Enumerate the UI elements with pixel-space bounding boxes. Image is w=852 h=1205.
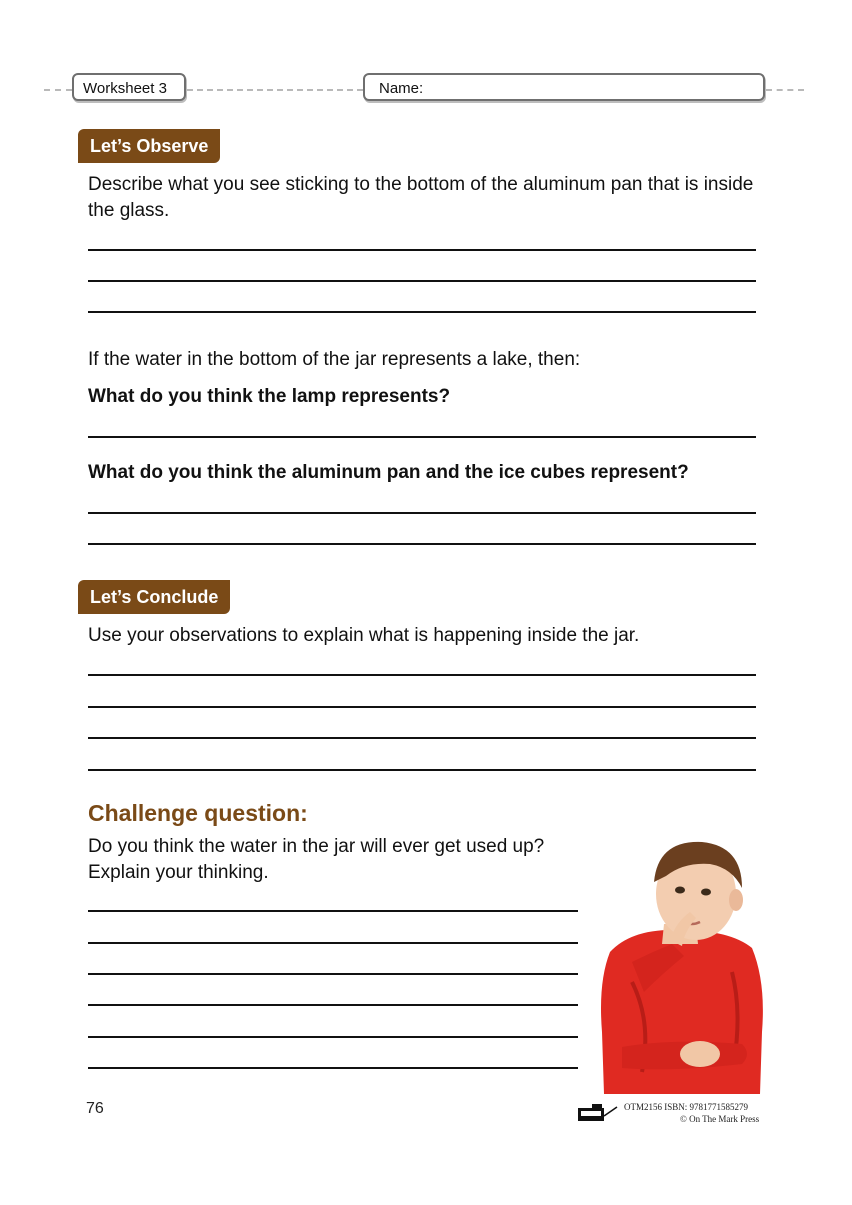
worksheet-label: Worksheet 3 (83, 80, 167, 97)
answer-line[interactable] (88, 280, 756, 282)
challenge-prompt: Do you think the water in the jar will ever get used up? Explain your thinking. (88, 836, 545, 883)
thinking-boy-illustration (592, 832, 777, 1094)
answer-line[interactable] (88, 769, 756, 771)
answer-line[interactable] (88, 910, 578, 912)
name-label: Name: (379, 80, 424, 97)
footer-code-isbn: OTM2156 ISBN: 9781771585279 (624, 1102, 749, 1112)
worksheet-label-box (72, 73, 186, 101)
answer-line[interactable] (88, 973, 578, 975)
header-dash-right (766, 89, 804, 91)
header-dash-left (44, 89, 72, 91)
answer-line[interactable] (88, 1036, 578, 1038)
answer-line[interactable] (88, 942, 578, 944)
question-lamp: What do you think the lamp represents? (88, 386, 451, 407)
answer-line[interactable] (88, 512, 756, 514)
footer-publication-info (624, 1101, 759, 1125)
answer-line[interactable] (88, 706, 756, 708)
answer-line[interactable] (88, 249, 756, 251)
answer-line[interactable] (88, 674, 756, 676)
question-pan: What do you think the aluminum pan and the ice cubes represent? (88, 462, 689, 483)
challenge-title: Challenge question: (88, 800, 308, 826)
lets-conclude-tag: Let’s Conclude (78, 580, 230, 614)
lets-observe-tag: Let’s Observe (78, 129, 220, 163)
name-field[interactable] (363, 73, 765, 101)
answer-line[interactable] (88, 1004, 578, 1006)
page-number: 76 (86, 1100, 104, 1117)
header-dash-middle (187, 89, 363, 91)
answer-line[interactable] (88, 543, 756, 545)
footer-copyright: © On The Mark Press (680, 1114, 760, 1124)
answer-line[interactable] (88, 436, 756, 438)
answer-line[interactable] (88, 737, 756, 739)
conclude-prompt: Use your observations to explain what is happening inside the jar. (88, 625, 640, 646)
answer-line[interactable] (88, 311, 756, 313)
lake-intro: If the water in the bottom of the jar represents a lake, then: (88, 349, 581, 370)
answer-line[interactable] (88, 1067, 578, 1069)
observe-prompt: Describe what you see sticking to the bottom of the aluminum pan that is inside the glass. (88, 174, 754, 221)
publisher-logo-icon (577, 1103, 619, 1123)
